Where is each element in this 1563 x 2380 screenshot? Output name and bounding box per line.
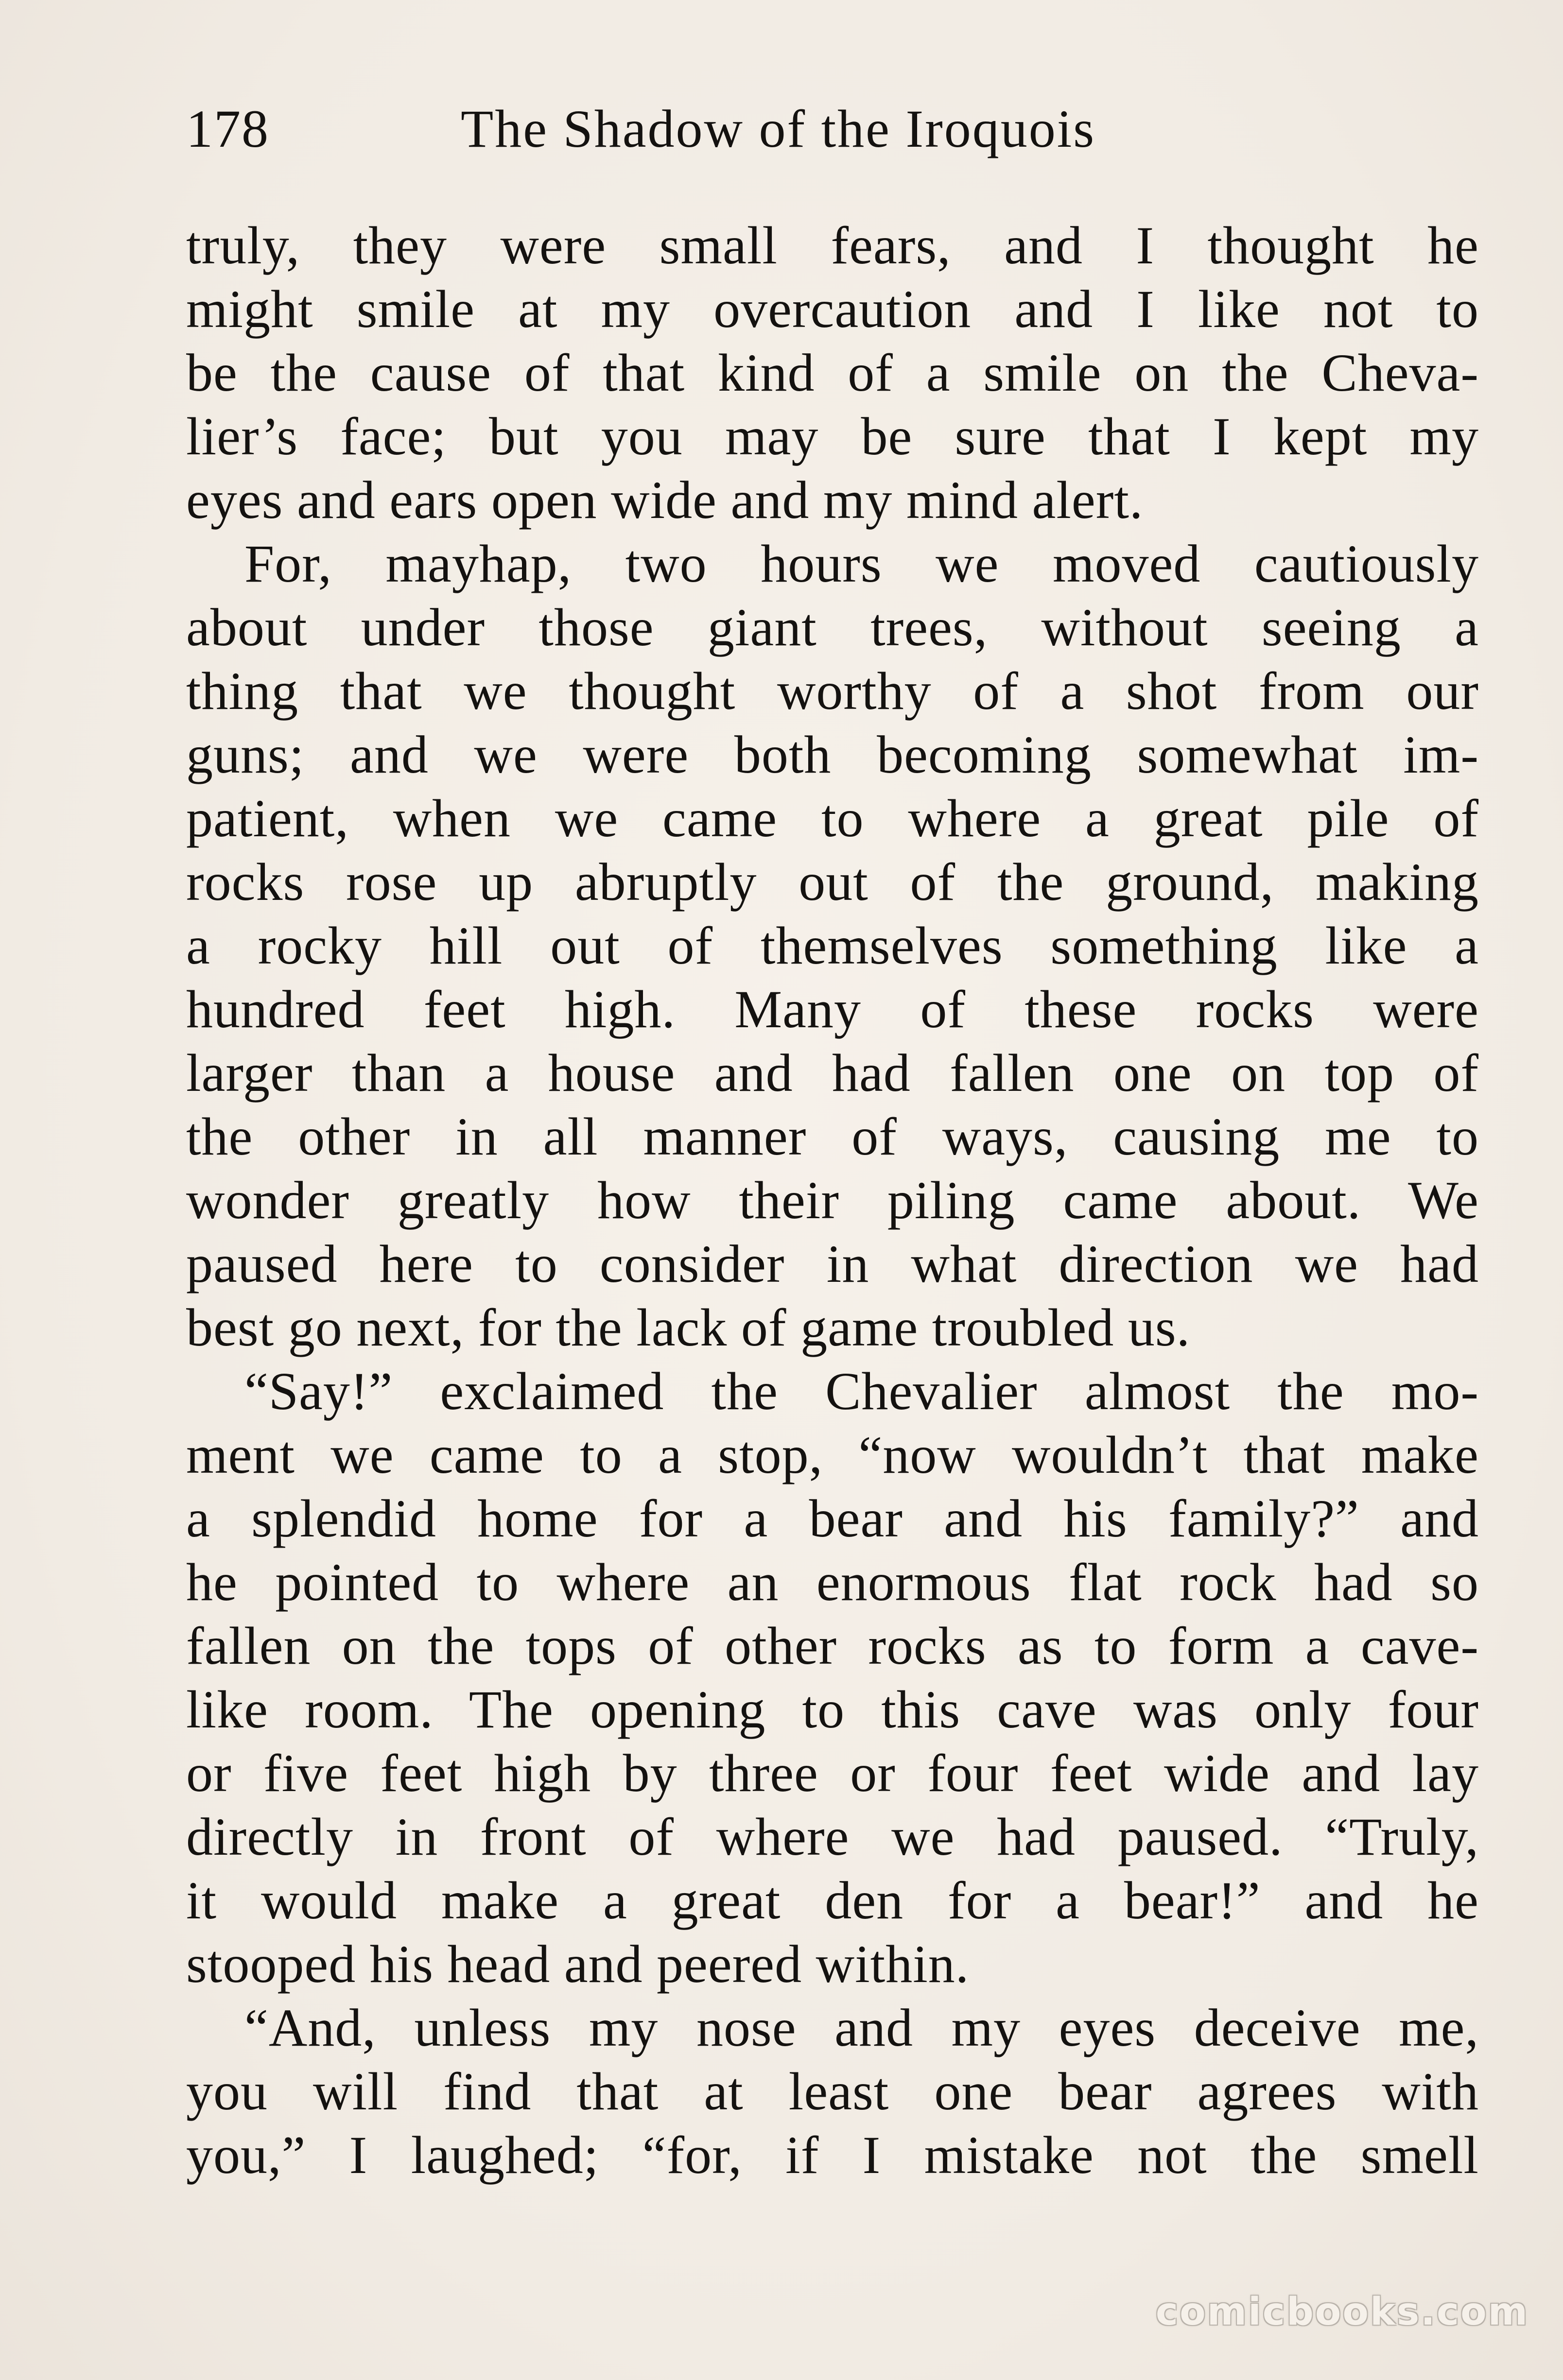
text-line: a splendid home for a bear and his family?” and [186,1489,1479,1548]
text-line: the other in all manner of ways, causing me to [186,1107,1479,1166]
text-line: stooped his head and peered within. [186,1934,970,1994]
text-line: might smile at my overcaution and I like not to [186,279,1479,339]
text-line: he pointed to where an enormous flat rock had so [186,1552,1479,1612]
text-line: or five feet high by three or four feet wide and lay [186,1743,1479,1803]
text-line: ment we came to a stop, “now wouldn’t that make [186,1425,1479,1484]
text-line: fallen on the tops of other rocks as to form a cave- [186,1616,1479,1675]
text-line: thing that we thought worthy of a shot from our [186,661,1479,721]
text-line: like room. The opening to this cave was only four [186,1680,1479,1739]
text-line: “Say!” exclaimed the Chevalier almost the mo- [244,1362,1479,1421]
text-line: eyes and ears open wide and my mind alert. [186,470,1144,530]
text-line: lier’s face; but you may be sure that I kept my [186,407,1479,466]
text-line: you will find that at least one bear agrees with [186,2062,1479,2121]
text-line: a rocky hill out of themselves something like a [186,916,1479,975]
text-line: “And, unless my nose and my eyes deceive me, [244,1998,1479,2057]
text-line: patient, when we came to where a great pile of [186,789,1479,848]
page-header [186,90,1479,168]
text-line: hundred feet high. Many of these rocks were [186,980,1479,1039]
text-line: larger than a house and had fallen one on top of [186,1043,1479,1103]
text-line: wonder greatly how their piling came about. We [186,1171,1479,1230]
watermark: comicbooks.com [1155,2290,1529,2334]
page-number: 178 [186,99,269,158]
text-line: truly, they were small fears, and I thought he [186,216,1479,275]
text-line: be the cause of that kind of a smile on the Cheva- [186,343,1479,402]
body-text [186,214,1479,2187]
text-line: For, mayhap, two hours we moved cautiously [244,534,1479,593]
text-line: best go next, for the lack of game troubled us. [186,1298,1191,1357]
text-line: paused here to consider in what direction we had [186,1234,1479,1293]
text-line: guns; and we were both becoming somewhat im- [186,725,1479,784]
text-line: rocks rose up abruptly out of the ground, making [186,852,1479,912]
text-line: you,” I laughed; “for, if I mistake not the smell [186,2125,1479,2185]
text-line: directly in front of where we had paused. “Truly, [186,1807,1479,1866]
running-title: The Shadow of the Iroquois [461,99,1096,158]
text-line: it would make a great den for a bear!” and he [186,1871,1479,1930]
text-line: about under those giant trees, without seeing a [186,598,1479,657]
